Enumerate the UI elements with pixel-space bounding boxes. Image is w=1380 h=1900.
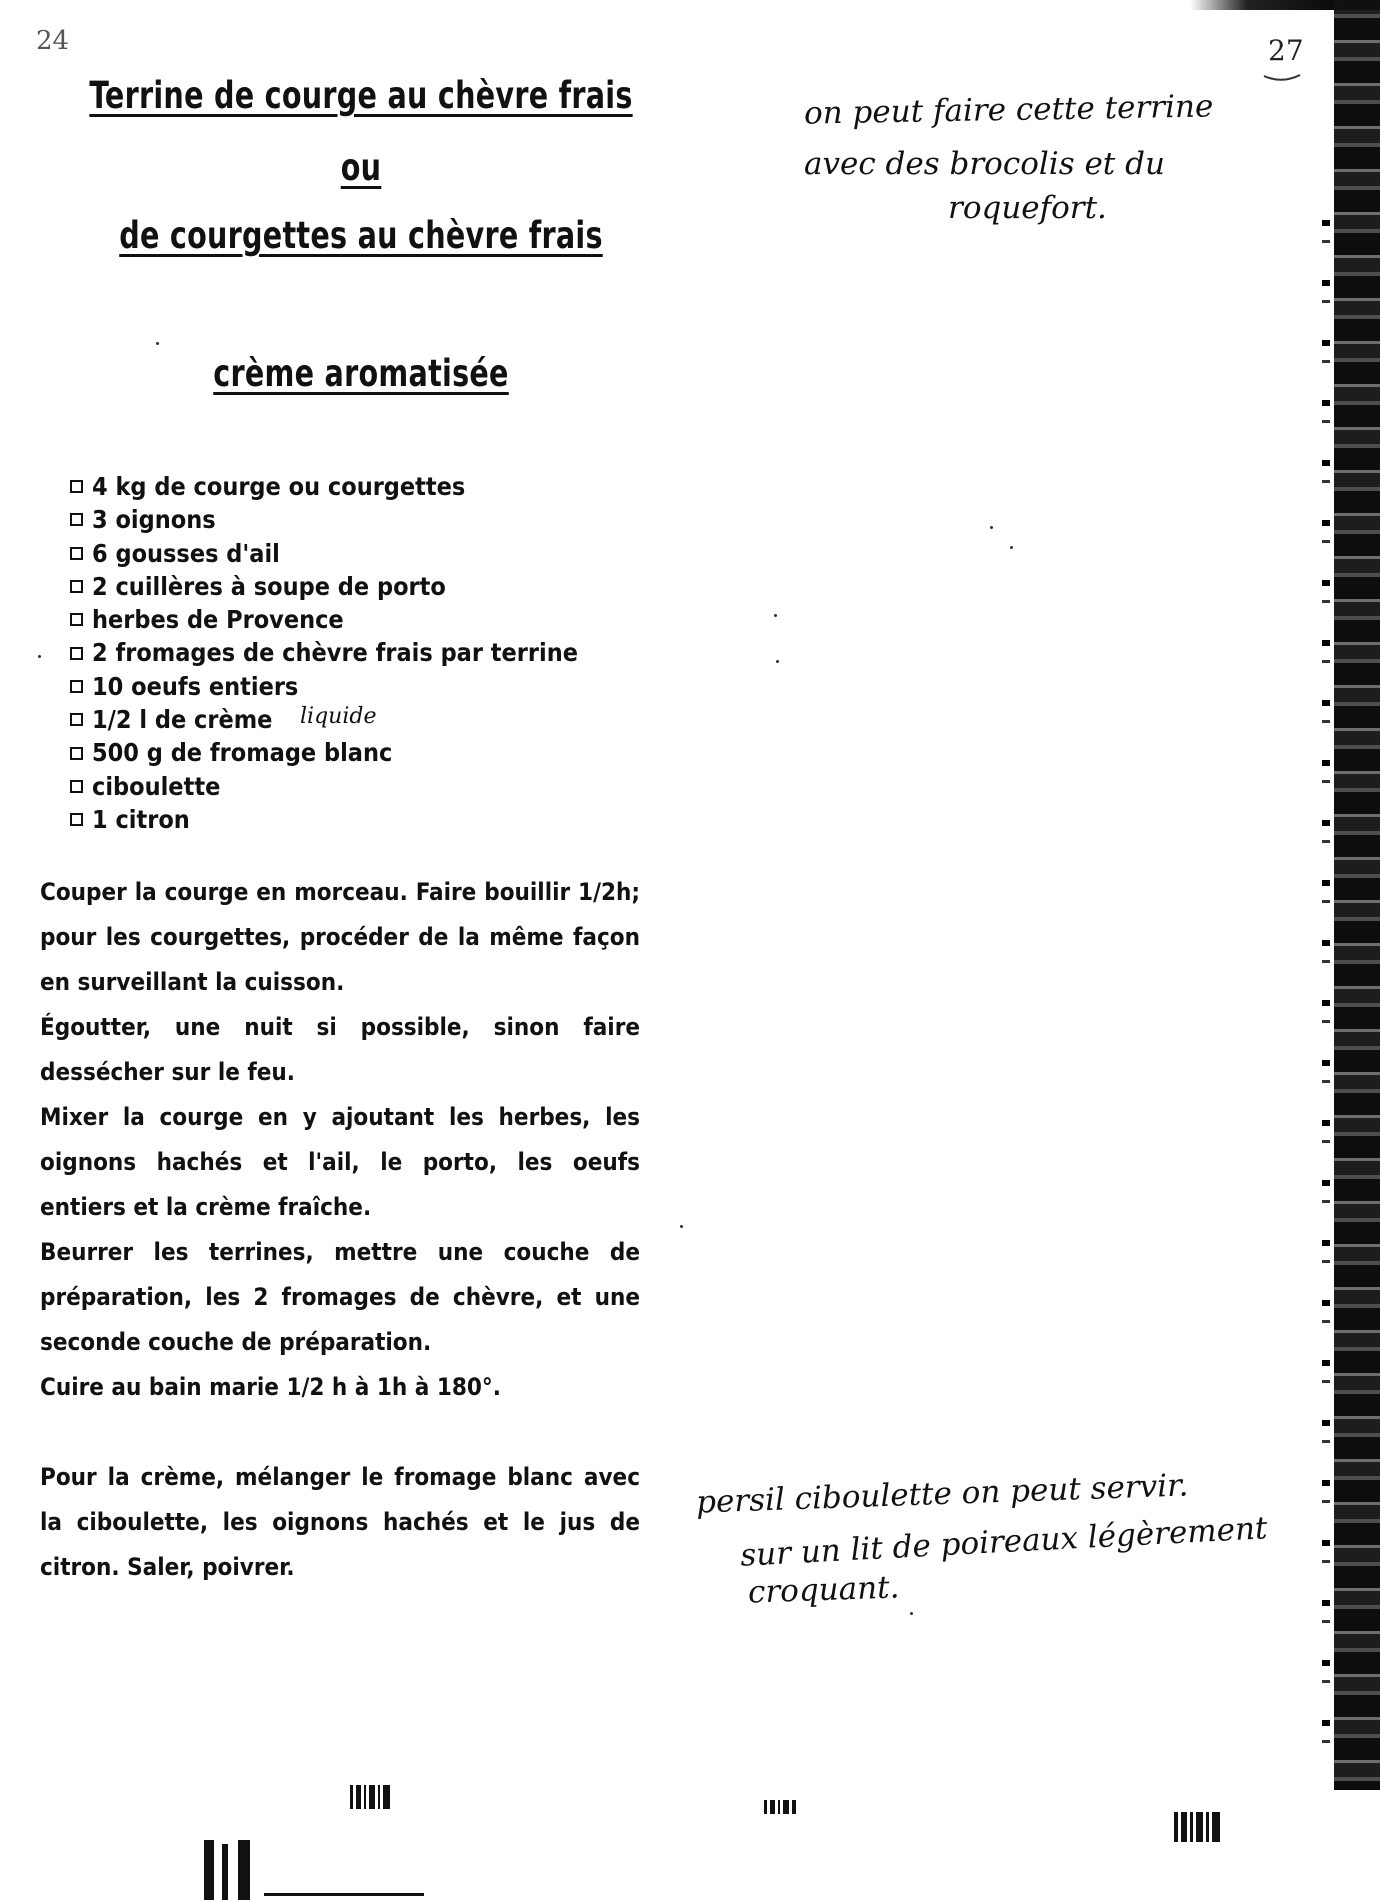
title-line-3: de courgettes au chèvre frais [119,214,603,257]
bullet-icon [70,480,83,493]
bullet-icon [70,713,83,726]
bullet-icon [70,547,83,560]
scan-edge-right [1334,0,1380,1790]
scan-edge-right-inner [1322,220,1330,1780]
cream-instructions-text [40,1455,640,1590]
bullet-icon [70,613,83,626]
handwritten-note-bottom-1: persil ciboulette on peut servir. [695,1467,1189,1521]
handwritten-note-bottom-2: sur un lit de poireaux légèrement [739,1510,1269,1574]
ingredient-item: 2 fromages de chèvre frais par terrine [70,636,578,669]
cream-instructions-body: Pour la crème, mélanger le fromage blanc avec la ciboulette, les oignons hachés et le jus de citron. Saler, poivrer. [40,1463,640,1581]
ingredient-item: 6 gousses d'ail [70,537,578,570]
corner-mark: 24 [36,26,70,56]
scan-speck [156,342,159,345]
bullet-icon [70,580,83,593]
ingredient-item: herbes de Provence [70,603,578,636]
instructions-body: Couper la courge en morceau. Faire bouillir 1/2h; pour les courgettes, procéder de la même façon en surveillant la cuisson. Égoutter, une nuit si possible, sinon faire dessécher sur le feu. Mixer la courge en y ajoutant les herbes, les oignons hachés et l'ail, le porto, les oeufs entiers et la crème fraîche. Beurrer les terrines, mettre une couche de préparation, les 2 fromages de chèvre, et une seconde couche de préparation. Cuire au bain marie 1/2 h à 1h à 180°. [40,878,640,1401]
scan-corner-block [204,1840,264,1900]
scan-speck [774,614,777,617]
scan-speck [680,1225,683,1228]
ingredient-item: 2 cuillères à soupe de porto [70,570,578,603]
ingredient-item: 4 kg de courge ou courgettes [70,470,578,503]
scan-speck [910,1612,913,1615]
handwritten-note-top-2: avec des brocolis et du [804,146,1165,182]
page-number: 27 [1268,34,1304,67]
page-number-underline [1262,72,1302,82]
ingredient-item: 3 oignons [70,503,578,536]
ingredient-item: 1/2 l de crème [70,703,578,736]
scan-marks-3 [1174,1812,1220,1842]
bullet-icon [70,680,83,693]
instructions-text [40,870,640,1410]
bullet-icon [70,647,83,660]
scan-speck [1010,546,1013,549]
bullet-icon [70,513,83,526]
scan-speck [38,655,41,658]
ingredient-list [70,470,578,836]
bullet-icon [70,747,83,760]
scan-marks-1 [350,1785,390,1809]
handwritten-cream-note: liquide [300,704,377,729]
scan-corner-line [264,1893,424,1896]
ingredient-item: 1 citron [70,803,578,836]
handwritten-note-top-1: on peut faire cette terrine [803,88,1214,132]
scan-speck [776,660,779,663]
subtitle: crème aromatisée [213,352,509,395]
handwritten-note-top-3: roquefort. [948,190,1107,226]
scan-marks-2 [764,1800,796,1814]
bullet-icon [70,813,83,826]
ingredient-item: 10 oeufs entiers [70,670,578,703]
title-line-1: Terrine de courge au chèvre frais [89,74,633,117]
ingredient-item: 500 g de fromage blanc [70,736,578,769]
scan-speck [990,526,993,529]
ingredient-item: ciboulette [70,770,578,803]
bullet-icon [70,780,83,793]
title-line-2: ou [340,146,382,189]
handwritten-note-bottom-3: croquant. [747,1569,901,1611]
